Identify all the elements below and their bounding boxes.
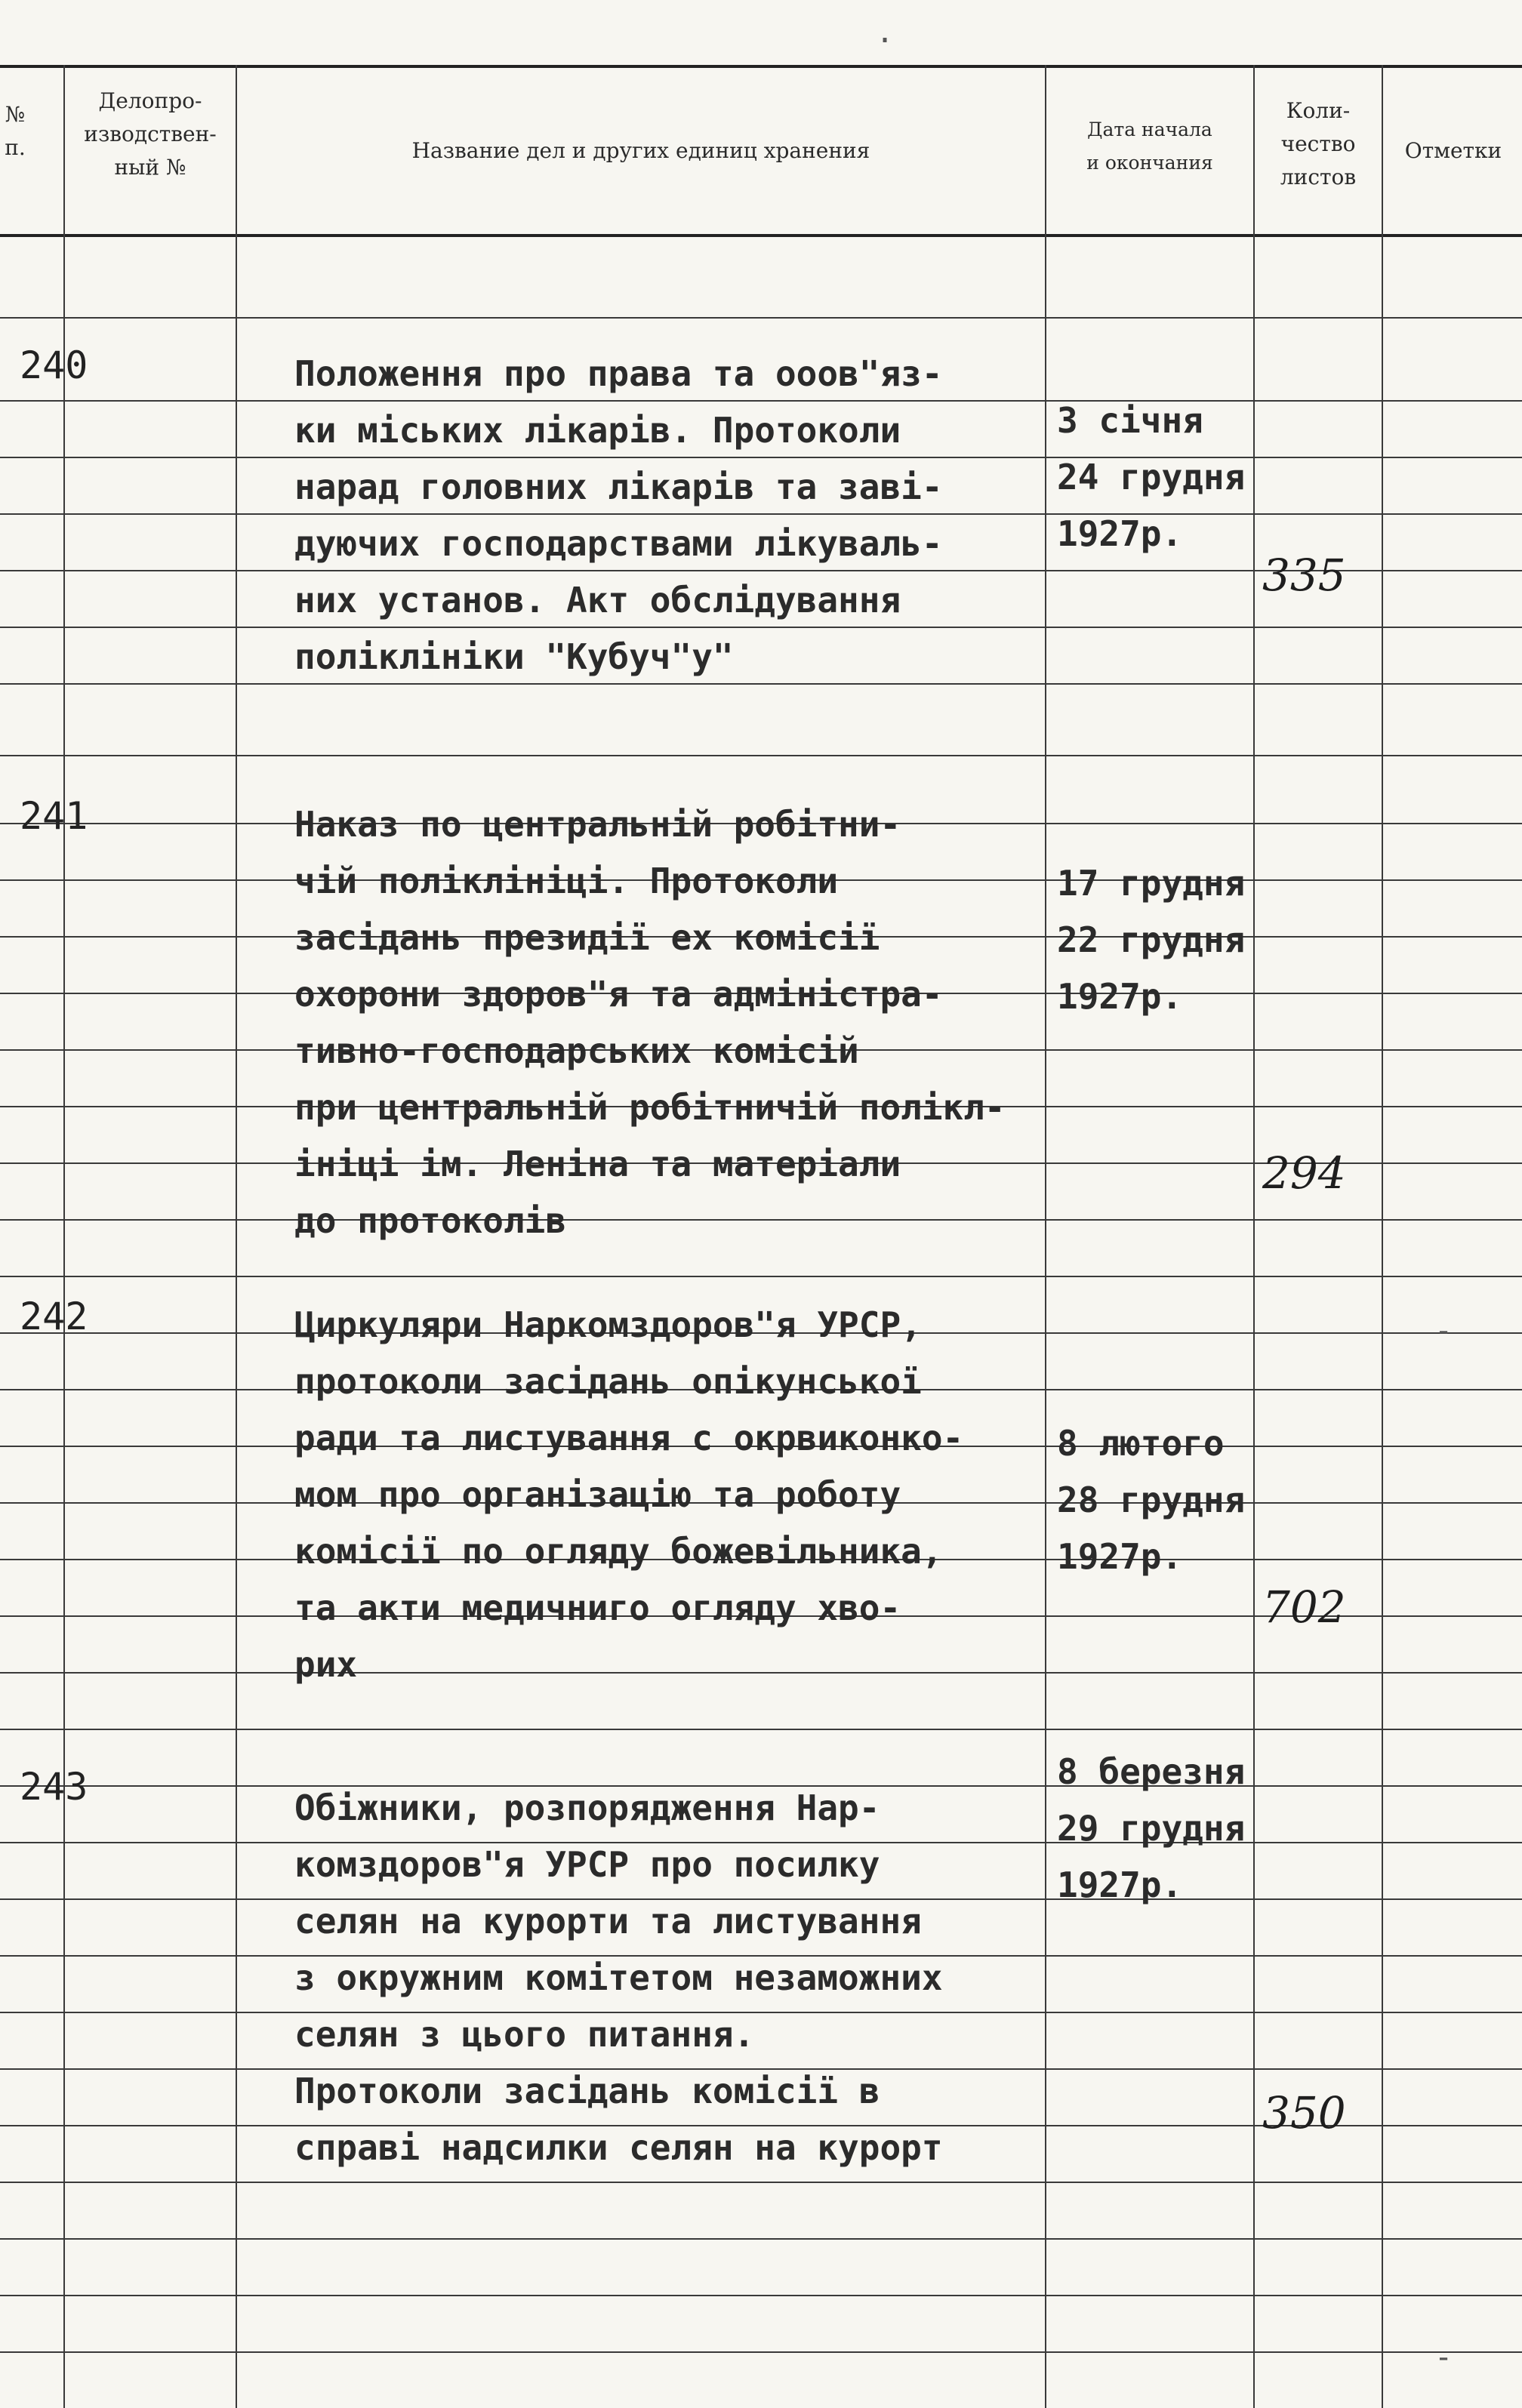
entry-title: Обіжники, розпорядження Нар- комздоров"я УРСР про посилку селян на курорти та листування з окружним комітетом незаможних селян з цього питання. Протоколи засідань комісії в справі надсилки селян на курорт	[294, 1788, 943, 2168]
row-line	[0, 317, 1522, 319]
column-divider	[236, 65, 237, 2408]
entry-number: 243	[20, 1765, 88, 1809]
entry-title: Циркуляри Наркомздоров"я УРСР, протоколи засідань опікунської ради та листування с окрвиконко- мом про організацію та роботу комісії по огляду божевільника, та акти медичниго огляду хво- рих	[294, 1304, 964, 1685]
entry-dates: 8 лютого 28 грудня 1927р.	[1057, 1423, 1246, 1577]
row-line	[0, 1276, 1522, 1277]
stray-mark: .	[876, 15, 895, 50]
entry-dates: 17 грудня 22 грудня 1927р.	[1057, 863, 1246, 1017]
entry-dates: 3 січня 24 грудня 1927р.	[1057, 400, 1246, 554]
entry-title: Положення про права та ооов"яз- ки міських лікарів. Протоколи нарад головних лікарів та заві- дуючих господарствами лікуваль- них установ. Акт обслідування поліклініки "Кубуч"у"	[294, 353, 943, 677]
row-line	[0, 2238, 1522, 2240]
row-line	[0, 2351, 1522, 2353]
entry-dates: 8 березня 29 грудня 1927р.	[1057, 1751, 1246, 1905]
row-line	[0, 1729, 1522, 1730]
header-dates: Дата начала и окончания	[1086, 119, 1213, 174]
entry-number: 241	[20, 794, 88, 838]
entry-sheets: 350	[1262, 2087, 1346, 2139]
header-title: Название дел и других единиц хранения	[411, 138, 870, 163]
header-office-number: Делопро- изводствен- ный №	[84, 88, 217, 180]
entry-sheets: 702	[1262, 1581, 1346, 1633]
header-bottom-border	[0, 234, 1522, 237]
entry-title: Наказ по центральній робітни- чій поліклініці. Протоколи засідань президії ех комісії охорони здоров"я та адміністра- тивно-господарських комісій при центральній робітничій полікл- ініці ім. Леніна та матеріали до протоколів	[294, 804, 1006, 1241]
entry-number: 240	[20, 343, 88, 387]
row-line	[0, 2182, 1522, 2183]
row-line	[0, 2295, 1522, 2296]
table-top-border	[0, 65, 1522, 68]
header-notes: Отметки	[1404, 138, 1502, 163]
header-sheets: Коли- чество листов	[1280, 98, 1357, 189]
entry-number: 242	[20, 1295, 88, 1338]
stray-mark: -	[1434, 2340, 1453, 2375]
header-number: № п.	[5, 102, 26, 160]
column-divider	[63, 65, 65, 2408]
column-divider	[1382, 65, 1383, 2408]
stray-mark: -	[1434, 1313, 1453, 1348]
entry-sheets: 335	[1262, 550, 1346, 601]
entry-sheets: 294	[1262, 1147, 1346, 1199]
row-line	[0, 755, 1522, 756]
